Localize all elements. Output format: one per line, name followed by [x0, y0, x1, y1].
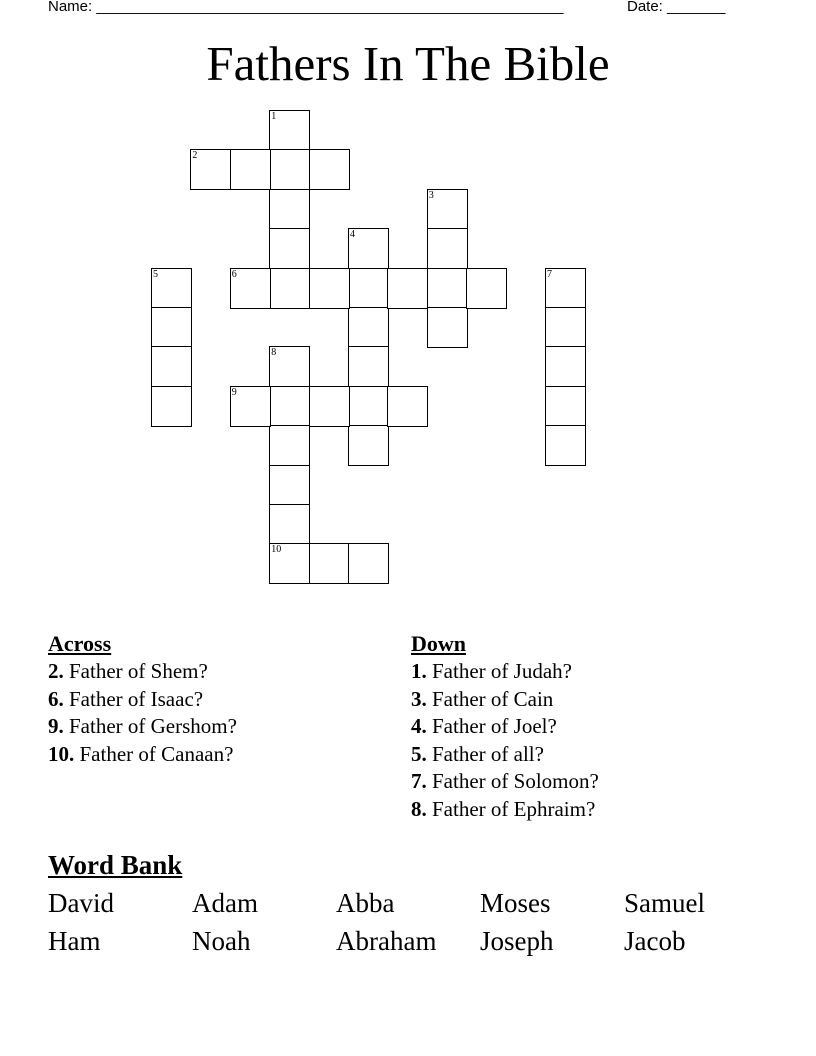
- crossword-cell[interactable]: [309, 268, 350, 309]
- clue-number: 8.: [411, 796, 427, 821]
- clue-text: Father of Joel?: [432, 714, 557, 739]
- crossword-cell[interactable]: [190, 149, 231, 190]
- crossword-cell[interactable]: [545, 346, 586, 387]
- clue-number: 2.: [48, 659, 64, 683]
- clue-item: [48, 686, 237, 714]
- crossword-cell[interactable]: [269, 110, 310, 151]
- clue-text: Father of Solomon?: [432, 769, 599, 794]
- crossword-cell[interactable]: [269, 346, 310, 387]
- clue-text: Father of Cain: [432, 686, 554, 711]
- cell-number: 2: [192, 150, 198, 162]
- crossword-cell[interactable]: [269, 268, 310, 309]
- crossword-cell[interactable]: [269, 228, 310, 269]
- word-bank-item: Moses: [480, 888, 551, 918]
- cell-number: 9: [231, 386, 237, 398]
- crossword-cell[interactable]: [348, 425, 389, 466]
- clue-number: 7.: [411, 769, 427, 794]
- cell-number: 10: [271, 544, 282, 556]
- crossword-cell[interactable]: [309, 149, 350, 190]
- cell-number: 7: [547, 268, 552, 280]
- clue-item: [48, 741, 237, 769]
- crossword-cell[interactable]: [545, 386, 586, 427]
- clue-item: [48, 713, 237, 741]
- crossword-cell[interactable]: [466, 268, 507, 309]
- clue-number: 10.: [48, 741, 75, 766]
- clue-number: 5.: [411, 741, 427, 766]
- crossword-cell[interactable]: [269, 504, 310, 545]
- word-bank-item: Samuel: [624, 888, 705, 918]
- clue-text: Father of Shem?: [69, 659, 208, 683]
- cell-number: 4: [350, 229, 355, 241]
- crossword-cell[interactable]: [348, 386, 389, 427]
- crossword-cell[interactable]: [348, 228, 389, 269]
- crossword-cell[interactable]: [387, 386, 428, 427]
- crossword-cell[interactable]: [545, 268, 586, 309]
- cell-number: 5: [153, 268, 158, 280]
- cell-number: 8: [271, 347, 277, 359]
- clue-item: [411, 686, 599, 714]
- clue-item: [411, 658, 599, 686]
- across-heading: Across: [48, 631, 112, 656]
- clue-item: [411, 796, 599, 824]
- word-bank-heading: Word Bank: [48, 850, 183, 880]
- crossword-cell[interactable]: [427, 268, 468, 309]
- crossword-cell[interactable]: [348, 346, 389, 387]
- cell-number: 6: [231, 268, 237, 280]
- word-bank-item: David: [48, 888, 114, 918]
- crossword-cell[interactable]: [269, 149, 310, 190]
- clue-number: 3.: [411, 686, 427, 711]
- word-bank-item: Abba: [336, 888, 395, 918]
- word-bank-item: Adam: [192, 888, 258, 918]
- crossword-cell[interactable]: [230, 268, 271, 309]
- word-bank-item: Abraham: [336, 926, 437, 956]
- crossword-cell[interactable]: [309, 386, 350, 427]
- crossword-cell[interactable]: [269, 425, 310, 466]
- clue-item: [411, 713, 599, 741]
- crossword-cell[interactable]: [348, 307, 389, 348]
- word-bank-item: Joseph: [480, 926, 554, 956]
- name-field[interactable]: Name: ________________________________________________________: [48, 0, 564, 15]
- crossword-cell[interactable]: [151, 307, 192, 348]
- crossword-cell[interactable]: [269, 465, 310, 506]
- crossword-cell[interactable]: [151, 386, 192, 427]
- crossword-cell[interactable]: [230, 149, 271, 190]
- cell-number: 1: [271, 111, 277, 122]
- word-bank-item: Ham: [48, 926, 101, 956]
- clue-number: 6.: [48, 686, 64, 711]
- clue-text: Father of all?: [432, 741, 544, 766]
- clue-number: 4.: [411, 714, 427, 739]
- crossword-cell[interactable]: [427, 307, 468, 348]
- crossword-cell[interactable]: [151, 268, 192, 309]
- down-clues: [411, 630, 599, 824]
- clue-text: Father of Ephraim?: [432, 796, 596, 821]
- crossword-cell[interactable]: [230, 386, 271, 427]
- date-field[interactable]: Date: _______: [627, 0, 726, 15]
- clue-text: Father of Isaac?: [69, 686, 204, 711]
- clue-text: Father of Gershom?: [69, 714, 237, 739]
- crossword-cell[interactable]: [269, 386, 310, 427]
- word-bank-item: Jacob: [624, 926, 686, 956]
- crossword-cell[interactable]: [545, 307, 586, 348]
- cell-number: 3: [428, 189, 434, 201]
- clue-text: Father of Judah?: [432, 659, 572, 683]
- clue-item: [411, 768, 599, 796]
- crossword-cell[interactable]: [151, 346, 192, 387]
- word-bank: [48, 884, 768, 960]
- crossword-cell[interactable]: [269, 189, 310, 230]
- across-clues: [48, 630, 237, 768]
- crossword-cell[interactable]: [427, 189, 468, 230]
- crossword-cell[interactable]: [427, 228, 468, 269]
- crossword-cell[interactable]: [309, 543, 350, 584]
- crossword-cell[interactable]: [348, 543, 389, 584]
- clue-number: 1.: [411, 659, 427, 683]
- down-heading: Down: [411, 631, 467, 656]
- clue-text: Father of Canaan?: [79, 741, 234, 766]
- page-title: Fathers In The Bible: [206, 36, 610, 91]
- clue-item: [48, 658, 237, 686]
- clue-number: 9.: [48, 714, 64, 739]
- word-bank-item: Noah: [192, 926, 251, 956]
- crossword-cell[interactable]: [348, 268, 389, 309]
- crossword-cell[interactable]: [545, 425, 586, 466]
- crossword-cell[interactable]: [269, 543, 310, 584]
- crossword-cell[interactable]: [387, 268, 428, 309]
- clue-item: [411, 741, 599, 769]
